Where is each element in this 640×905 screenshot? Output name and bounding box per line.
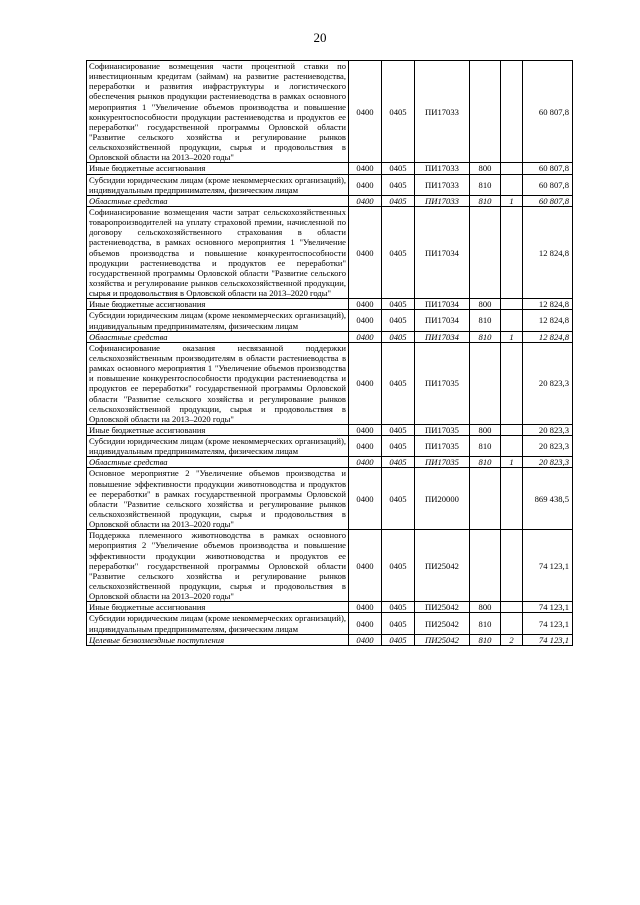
amount: 60 807,8 [523,195,573,206]
subsection-code: 0405 [382,174,415,195]
funding-source-code: 1 [501,195,523,206]
funding-source-code [501,436,523,457]
section-code: 0400 [349,342,382,424]
row-description: Софинансирование оказания несвязанной поддержки сельскохозяйственным производителям в области растениеводства в рамках основного мероприятия 1 "Увеличение объемов производства и повышение конкурентоспособности продукции растениеводства и продуктов ее переработки" государственной программы Орловской области "Развитие сельского хозяйства и регулирование рынков сельскохозяйственной продукции, сырья и продовольствия в Орловской области на 2013–2020 годы" [87,342,349,424]
table-row [87,634,573,645]
table-row [87,602,573,613]
expense-type-code: 800 [470,424,501,435]
expense-type-code [470,468,501,530]
row-description: Областные средства [87,331,349,342]
table-row [87,195,573,206]
funding-source-code [501,206,523,298]
target-article-code: ПИ17035 [415,424,470,435]
expense-type-code [470,206,501,298]
subsection-code: 0405 [382,342,415,424]
funding-source-code: 1 [501,457,523,468]
expense-type-code: 810 [470,457,501,468]
amount: 12 824,8 [523,206,573,298]
section-code: 0400 [349,602,382,613]
table-row [87,468,573,530]
subsection-code: 0405 [382,436,415,457]
section-code: 0400 [349,174,382,195]
target-article-code: ПИ17033 [415,163,470,174]
section-code: 0400 [349,206,382,298]
section-code: 0400 [349,530,382,602]
target-article-code: ПИ17035 [415,457,470,468]
table-row [87,206,573,298]
table-row [87,530,573,602]
amount: 869 438,5 [523,468,573,530]
subsection-code: 0405 [382,602,415,613]
funding-source-code [501,342,523,424]
target-article-code: ПИ17035 [415,436,470,457]
table-row [87,613,573,634]
target-article-code: ПИ25042 [415,634,470,645]
amount: 20 823,3 [523,436,573,457]
row-description: Иные бюджетные ассигнования [87,163,349,174]
row-description: Иные бюджетные ассигнования [87,299,349,310]
expense-type-code: 810 [470,310,501,331]
amount: 12 824,8 [523,331,573,342]
row-description: Иные бюджетные ассигнования [87,602,349,613]
expense-type-code [470,530,501,602]
expense-type-code: 810 [470,634,501,645]
table-row [87,331,573,342]
expense-type-code: 810 [470,174,501,195]
subsection-code: 0405 [382,424,415,435]
row-description: Софинансирование возмещения части затрат сельскохозяйственных товаропроизводителей на уплату страховой премии, начисленной по договору сельскохозяйственного страхования в области растениеводства, в рамках основного мероприятия 1 "Увеличение объемов производства и повышение конкурентоспособности продукции растениеводства и продуктов ее переработки" государственной программы Орловской области "Развитие сельского хозяйства и регулирование рынков сельскохозяйственной продукции, сырья и продовольствия в Орловской области на 2013–2020 годы" [87,206,349,298]
table-row [87,310,573,331]
row-description: Иные бюджетные ассигнования [87,424,349,435]
funding-source-code [501,61,523,163]
amount: 60 807,8 [523,174,573,195]
table-row [87,424,573,435]
row-description: Софинансирование возмещения части процентной ставки по инвестиционным кредитам (займам) на развитие растениеводства, переработки и развития инфраструктуры и логистического обеспечения рынков продукции растениеводства в рамках основного мероприятия 1 "Увеличение объемов производства и повышение конкурентоспособности продукции растениеводства и продуктов ее переработки" государственной программы Орловской области "Развитие сельского хозяйства и регулирование рынков сельскохозяйственной продукции, сырья и продовольствия в Орловской области на 2013–2020 годы" [87,61,349,163]
funding-source-code: 2 [501,634,523,645]
target-article-code: ПИ17033 [415,61,470,163]
row-description: Субсидии юридическим лицам (кроме некоммерческих организаций), индивидуальным предпринимателям, физическим лицам [87,613,349,634]
target-article-code: ПИ17033 [415,195,470,206]
subsection-code: 0405 [382,457,415,468]
row-description: Субсидии юридическим лицам (кроме некоммерческих организаций), индивидуальным предпринимателям, физическим лицам [87,310,349,331]
amount: 60 807,8 [523,163,573,174]
table-row [87,457,573,468]
funding-source-code [501,530,523,602]
funding-source-code [501,424,523,435]
section-code: 0400 [349,436,382,457]
row-description: Целевые безвозмездные поступления [87,634,349,645]
row-description: Субсидии юридическим лицам (кроме некоммерческих организаций), индивидуальным предпринимателям, физическим лицам [87,174,349,195]
target-article-code: ПИ25042 [415,530,470,602]
target-article-code: ПИ17034 [415,310,470,331]
table-row [87,342,573,424]
section-code: 0400 [349,613,382,634]
target-article-code: ПИ17033 [415,174,470,195]
funding-source-code [501,299,523,310]
amount: 60 807,8 [523,61,573,163]
amount: 74 123,1 [523,634,573,645]
row-description: Областные средства [87,195,349,206]
funding-source-code [501,163,523,174]
subsection-code: 0405 [382,299,415,310]
expense-type-code: 800 [470,163,501,174]
target-article-code: ПИ17035 [415,342,470,424]
expense-type-code: 800 [470,602,501,613]
budget-table [86,60,573,646]
row-description: Поддержка племенного животноводства в рамках основного мероприятия 2 "Увеличение объемов производства и повышение эффективности продукции животноводства и продуктов ее переработки" государственной программы Орловской области "Развитие сельского хозяйства и регулирование рынков сельскохозяйственной продукции, сырья и продовольствия в Орловской области на 2013–2020 годы" [87,530,349,602]
table-row [87,174,573,195]
expense-type-code: 810 [470,331,501,342]
subsection-code: 0405 [382,206,415,298]
row-description: Областные средства [87,457,349,468]
subsection-code: 0405 [382,468,415,530]
table-row [87,61,573,163]
section-code: 0400 [349,424,382,435]
section-code: 0400 [349,331,382,342]
section-code: 0400 [349,195,382,206]
section-code: 0400 [349,310,382,331]
amount: 20 823,3 [523,457,573,468]
subsection-code: 0405 [382,634,415,645]
budget-table-body [87,61,573,646]
funding-source-code [501,310,523,331]
subsection-code: 0405 [382,163,415,174]
amount: 74 123,1 [523,602,573,613]
amount: 20 823,3 [523,342,573,424]
funding-source-code [501,468,523,530]
expense-type-code [470,342,501,424]
funding-source-code [501,174,523,195]
section-code: 0400 [349,299,382,310]
section-code: 0400 [349,634,382,645]
page-number: 20 [313,30,327,45]
expense-type-code: 810 [470,195,501,206]
expense-type-code: 800 [470,299,501,310]
section-code: 0400 [349,61,382,163]
funding-source-code [501,602,523,613]
expense-type-code: 810 [470,613,501,634]
expense-type-code: 810 [470,436,501,457]
funding-source-code: 1 [501,331,523,342]
target-article-code: ПИ25042 [415,613,470,634]
target-article-code: ПИ17034 [415,299,470,310]
funding-source-code [501,613,523,634]
subsection-code: 0405 [382,331,415,342]
target-article-code: ПИ20000 [415,468,470,530]
section-code: 0400 [349,163,382,174]
amount: 20 823,3 [523,424,573,435]
target-article-code: ПИ17034 [415,331,470,342]
amount: 74 123,1 [523,613,573,634]
table-row [87,299,573,310]
subsection-code: 0405 [382,613,415,634]
row-description: Субсидии юридическим лицам (кроме некоммерческих организаций), индивидуальным предпринимателям, физическим лицам [87,436,349,457]
target-article-code: ПИ25042 [415,602,470,613]
section-code: 0400 [349,457,382,468]
subsection-code: 0405 [382,61,415,163]
subsection-code: 0405 [382,310,415,331]
target-article-code: ПИ17034 [415,206,470,298]
table-row [87,436,573,457]
subsection-code: 0405 [382,530,415,602]
amount: 12 824,8 [523,299,573,310]
subsection-code: 0405 [382,195,415,206]
amount: 74 123,1 [523,530,573,602]
expense-type-code [470,61,501,163]
table-row [87,163,573,174]
amount: 12 824,8 [523,310,573,331]
row-description: Основное мероприятие 2 "Увеличение объемов производства и повышение эффективности продукции животноводства и продуктов ее переработки" в рамках государственной программы Орловской области "Развитие сельского хозяйства и регулирование рынков сельскохозяйственной продукции, сырья и продовольствия в Орловской области на 2013–2020 годы" [87,468,349,530]
section-code: 0400 [349,468,382,530]
